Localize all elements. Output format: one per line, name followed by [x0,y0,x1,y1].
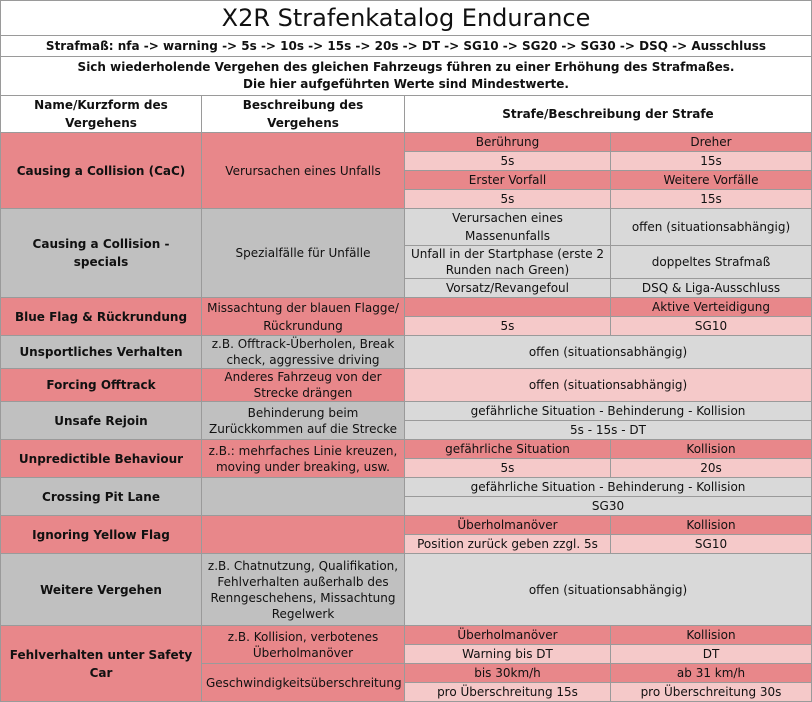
yellow-value-2: SG10 [611,535,812,554]
unpredict-value-2: 20s [611,459,812,478]
unpredict-name: Unpredictible Behaviour [1,440,202,478]
unsport-name: Unsportliches Verhalten [1,336,202,369]
unpredict-value-1: 5s [405,459,611,478]
safetycar-header-3: bis 30km/h [405,664,611,683]
specials-name: Causing a Collision - specials [1,209,202,298]
cac-name: Causing a Collision (CaC) [1,133,202,209]
yellow-header-1: Überholmanöver [405,516,611,535]
unpredict-header-2: Kollision [611,440,812,459]
header-description: Beschreibung des Vergehens [202,96,405,133]
safetycar-value-1: Warning bis DT [405,645,611,664]
blueflag-header-2: Aktive Verteidigung [611,298,812,317]
pitlane-header: gefährliche Situation - Behinderung - Kollision [405,478,812,497]
specials-case-2: Unfall in der Startphase (erste 2 Runden nach Green) [405,246,611,279]
yellow-name: Ignoring Yellow Flag [1,516,202,554]
weitere-description: z.B. Chatnutzung, Qualifikation, Fehlverhalten außerhalb des Renngeschehens, Missachtung Regelwerk [202,554,405,626]
pitlane-name: Crossing Pit Lane [1,478,202,516]
unsport-description: z.B. Offtrack-Überholen, Break check, aggressive driving [202,336,405,369]
blueflag-value-1: 5s [405,317,611,336]
cac-value-4: 15s [611,190,812,209]
cac-value-2: 15s [611,152,812,171]
safetycar-value-3: pro Überschreitung 15s [405,683,611,702]
safetycar-header-4: ab 31 km/h [611,664,812,683]
blueflag-value-2: SG10 [611,317,812,336]
unpredict-header-1: gefährliche Situation [405,440,611,459]
forcing-name: Forcing Offtrack [1,369,202,402]
page-title: X2R Strafenkatalog Endurance [1,1,812,36]
safetycar-header-1: Überholmanöver [405,626,611,645]
safetycar-value-4: pro Überschreitung 30s [611,683,812,702]
specials-penalty-1: offen (situationsabhängig) [611,209,812,246]
repeat-offense-note [1,57,812,96]
specials-case-1: Verursachen eines Massenunfalls [405,209,611,246]
blueflag-name: Blue Flag & Rückrundung [1,298,202,336]
specials-case-3: Vorsatz/Revangefoul [405,279,611,298]
rejoin-value: 5s - 15s - DT [405,421,812,440]
cac-value-3: 5s [405,190,611,209]
unsport-penalty: offen (situationsabhängig) [405,336,812,369]
safetycar-description-1: z.B. Kollision, verbotenes Überholmanöver [202,626,405,664]
cac-header-4: Weitere Vorfälle [611,171,812,190]
blueflag-header-1 [405,298,611,317]
weitere-penalty: offen (situationsabhängig) [405,554,812,626]
blueflag-description: Missachtung der blauen Flagge/ Rückrundung [202,298,405,336]
specials-description: Spezialfälle für Unfälle [202,209,405,298]
specials-penalty-3: DSQ & Liga-Ausschluss [611,279,812,298]
safetycar-header-2: Kollision [611,626,812,645]
cac-value-1: 5s [405,152,611,171]
rejoin-description: Behinderung beim Zurückkommen auf die Strecke [202,402,405,440]
note-line-2: Die hier aufgeführten Werte sind Mindestwerte. [243,77,569,91]
yellow-description [202,516,405,554]
safetycar-name: Fehlverhalten unter Safety Car [1,626,202,702]
rejoin-header: gefährliche Situation - Behinderung - Kollision [405,402,812,421]
header-name: Name/Kurzform des Vergehens [1,96,202,133]
specials-penalty-2: doppeltes Strafmaß [611,246,812,279]
rejoin-name: Unsafe Rejoin [1,402,202,440]
pitlane-description [202,478,405,516]
header-penalty: Strafe/Beschreibung der Strafe [405,96,812,133]
cac-description: Verursachen eines Unfalls [202,133,405,209]
cac-header-2: Dreher [611,133,812,152]
unpredict-description: z.B.: mehrfaches Linie kreuzen, moving under breaking, usw. [202,440,405,478]
forcing-description: Anderes Fahrzeug von der Strecke drängen [202,369,405,402]
yellow-header-2: Kollision [611,516,812,535]
pitlane-value: SG30 [405,497,812,516]
penalty-scale: Strafmaß: nfa -> warning -> 5s -> 10s -> 15s -> 20s -> DT -> SG10 -> SG20 -> SG30 -> DSQ -> Ausschluss [1,36,812,57]
cac-header-1: Berührung [405,133,611,152]
note-line-1: Sich wiederholende Vergehen des gleichen Fahrzeugs führen zu einer Erhöhung des Strafmaßes. [77,60,735,74]
yellow-value-1: Position zurück geben zzgl. 5s [405,535,611,554]
safetycar-description-2: Geschwindigkeitsüberschreitung [202,664,405,702]
cac-header-3: Erster Vorfall [405,171,611,190]
safetycar-value-2: DT [611,645,812,664]
weitere-name: Weitere Vergehen [1,554,202,626]
forcing-penalty: offen (situationsabhängig) [405,369,812,402]
